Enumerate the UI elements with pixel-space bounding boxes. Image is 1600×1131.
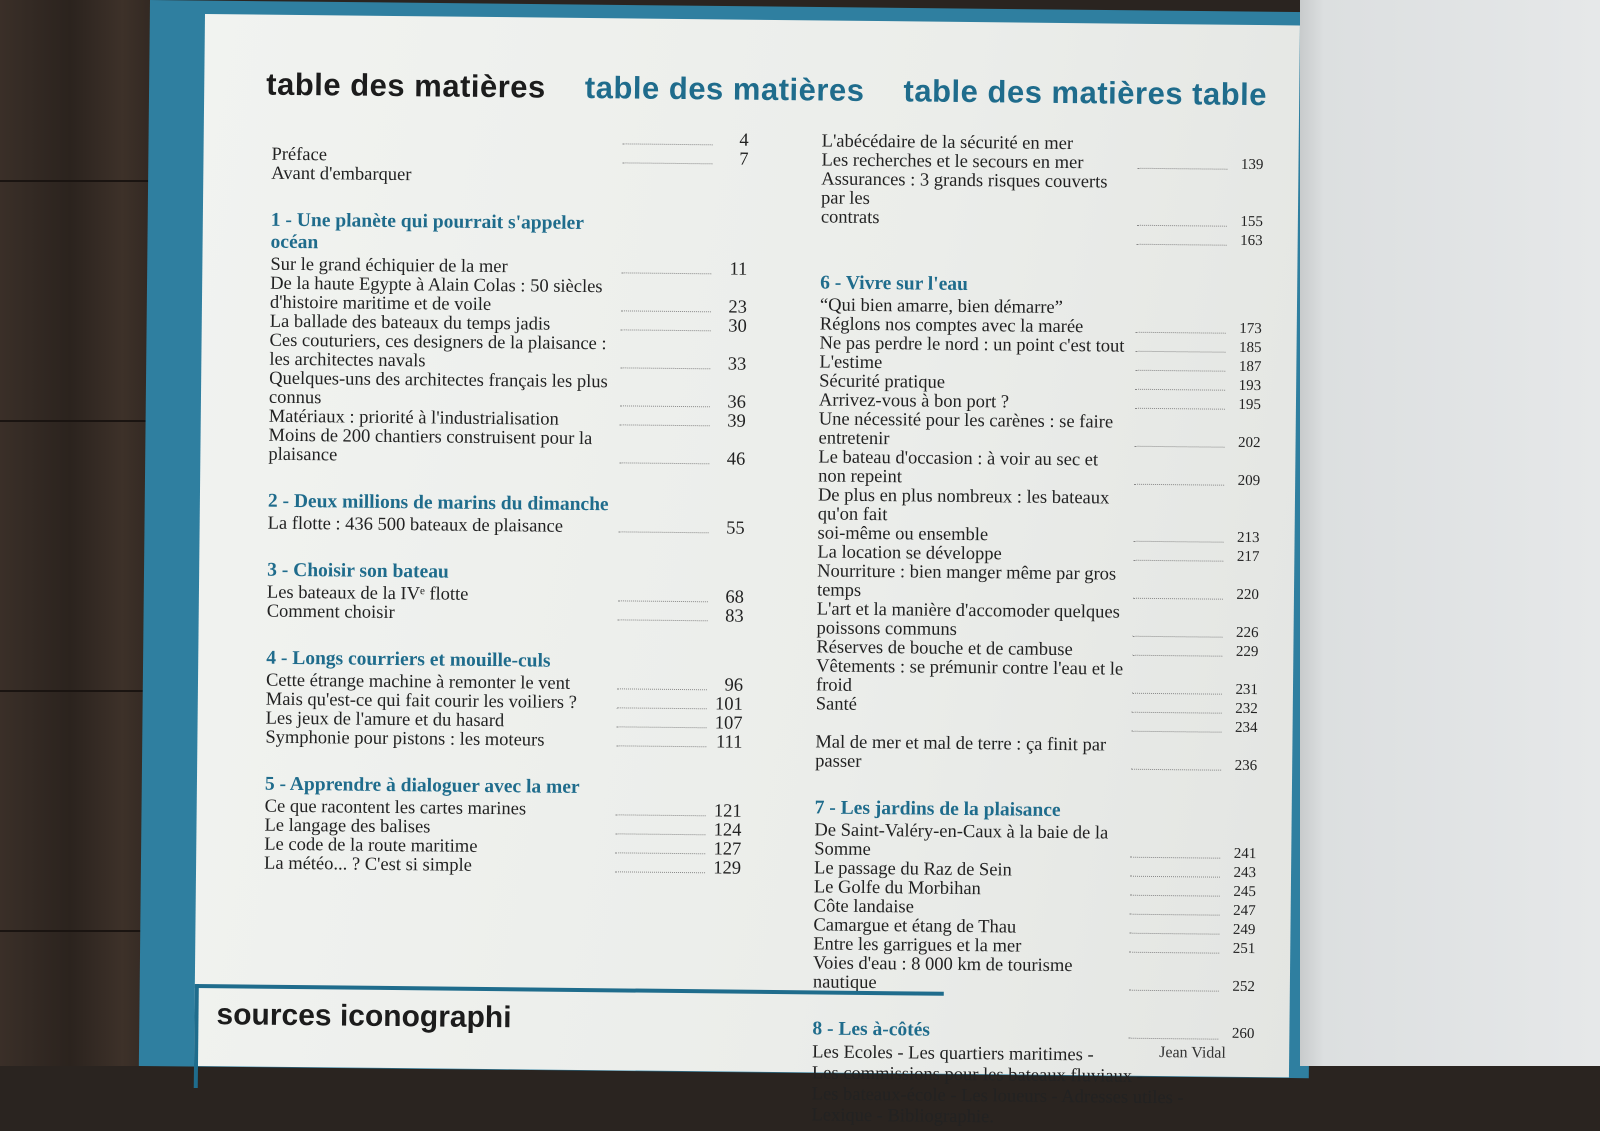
toc-page-number: 155 [1233, 213, 1263, 232]
toc-entry-title: L'art et la manière d'accomoder quelques poissons communs [788, 600, 1126, 642]
toc-page-number: 127 [711, 840, 741, 859]
toc-page-number: 96 [713, 676, 743, 695]
toc-entry [240, 426, 745, 469]
toc-page-number: 36 [716, 393, 746, 412]
toc-page-number: 241 [1226, 845, 1256, 864]
toc-entry-title: Mal de mer et mal de terre : ça finit par passer [787, 733, 1125, 775]
toc-entry-title: Réserves de bouche et de cambuse [788, 638, 1126, 661]
sources-label: sources iconographi [216, 998, 511, 1035]
book-page [194, 14, 1300, 1077]
toc-entry [236, 854, 741, 878]
toc-page-number: 101 [713, 695, 743, 714]
dot-leader [1133, 598, 1223, 600]
toc-entry-title: Nourriture : bien manger même par gros temps [789, 562, 1127, 604]
header-title-blue-2: table des matières table [903, 73, 1267, 112]
dot-leader [1135, 408, 1225, 410]
dot-leader [615, 871, 705, 873]
toc-page-number: 195 [1231, 396, 1261, 415]
toc-entry-title: Arrivez-vous à bon port ? [791, 391, 1129, 414]
toc-entry [242, 274, 747, 317]
toc-entry-title: Comment choisir [239, 602, 612, 625]
toc-page-number: 55 [715, 519, 745, 538]
toc-page-number: 23 [717, 298, 747, 317]
dot-leader [1136, 351, 1226, 353]
toc-entry-title: Les jeux de l'amure et du hasard [238, 709, 611, 732]
dot-leader [620, 367, 710, 369]
toc-entry-title: Les Ecoles - Les quartiers maritimes - Les commissions pour les bateaux fluviaux - Les bateaux-école - Les loueurs - Adresses utiles - Lexique - Bibliographie. [783, 1042, 1254, 1131]
dot-leader [621, 272, 711, 274]
toc-entry-title: “Qui bien amarre, bien démarre” [792, 296, 1130, 319]
toc-entry-title: Ne pas perdre le nord : un point c'est tout [791, 334, 1129, 357]
toc-entry-title: Le passage du Raz de Sein [786, 859, 1124, 882]
toc-entry-title: Les recherches et le secours en mer [793, 151, 1131, 174]
toc-entry-title: Mais qu'est-ce qui fait courir les voiliers ? [238, 690, 611, 713]
toc-entry [240, 514, 745, 538]
dot-leader [1137, 244, 1227, 246]
toc-entry-title: 3 - Choisir son bateau [239, 559, 612, 585]
dot-leader [616, 814, 706, 816]
toc-page-number: 83 [714, 607, 744, 626]
toc-entry-title: Quelques-uns des architectes français les plus connus [241, 369, 614, 411]
toc-page-number: 251 [1225, 940, 1255, 959]
toc-entry-title: Préface [243, 145, 616, 168]
toc-entry-title: Cette étrange machine à remonter le vent [238, 671, 611, 694]
toc-entry-title: Sur le grand échiquier de la mer [242, 255, 615, 278]
toc-page-number: 139 [1233, 156, 1263, 175]
toc-entry-title: 5 - Apprendre à dialoguer avec la mer [237, 773, 610, 799]
page-header [266, 67, 1297, 114]
toc-entry-title: De la haute Egypte à Alain Colas : 50 siècles d'histoire maritime et de voile [242, 274, 615, 316]
dot-leader [1137, 168, 1227, 170]
facing-page [1300, 0, 1600, 1066]
toc-page-number: 236 [1227, 757, 1257, 776]
toc-entry-title: Le bateau d'occasion : à voir au sec et non repeint [790, 448, 1128, 490]
toc-entry [793, 227, 1263, 251]
dot-leader [1128, 1038, 1218, 1040]
toc-entry-title: Le langage des balises [236, 816, 609, 839]
dot-leader [619, 462, 709, 464]
toc-entry-title: La flotte : 436 500 bateaux de plaisance [240, 514, 613, 537]
dot-leader [1132, 693, 1222, 695]
toc-page-number: 33 [716, 355, 746, 374]
toc-right-column [783, 132, 1263, 1131]
toc-entry [788, 657, 1258, 700]
toc-page-number: 68 [714, 588, 744, 607]
dot-leader [620, 424, 710, 426]
toc-entry-title: Les bateaux de la IVᵉ flotte [239, 583, 612, 606]
toc-entry-title: Santé [788, 695, 1126, 718]
toc-entry-title: Une nécessité pour les carènes : se faire entretenir [790, 410, 1128, 452]
toc-page-number: 229 [1228, 643, 1258, 662]
toc-page-number: 163 [1233, 232, 1263, 251]
toc-entry-title: Matériaux : priorité à l'industrialisation [241, 407, 614, 430]
toc-entry [790, 448, 1260, 491]
toc-entry-title: Réglons nos comptes avec la marée [792, 315, 1130, 338]
toc-entry [789, 486, 1260, 548]
dot-leader [1129, 952, 1219, 954]
toc-entry-title: 2 - Deux millions de marins du dimanche [240, 490, 613, 516]
toc-entry-title: La météo... ? C'est si simple [236, 854, 609, 877]
toc-entry-title: Ce que racontent les cartes marines [237, 797, 610, 820]
toc-entry [789, 562, 1259, 605]
dot-leader [1130, 914, 1220, 916]
toc-page-number: 260 [1224, 1023, 1254, 1045]
dot-leader [1135, 389, 1225, 391]
toc-entry [790, 410, 1260, 453]
dot-leader [618, 619, 708, 621]
dot-leader [1132, 731, 1222, 733]
toc-page-number: 193 [1231, 377, 1261, 396]
dot-leader [1130, 876, 1220, 878]
dot-leader [619, 531, 709, 533]
toc-page-number: 107 [712, 714, 742, 733]
toc-entry-title: Voies d'eau : 8 000 km de tourisme nautique [785, 954, 1123, 996]
dot-leader [620, 405, 710, 407]
dot-leader [1130, 857, 1220, 859]
toc-entry-title: La ballade des bateaux du temps jadis [242, 312, 615, 335]
dot-leader [1132, 712, 1222, 714]
toc-left-column [236, 126, 749, 878]
dot-leader [1134, 541, 1224, 543]
dot-leader [1137, 225, 1227, 227]
dot-leader [1135, 370, 1225, 372]
toc-chapter-heading [242, 209, 747, 258]
toc-page-number: 129 [711, 859, 741, 878]
dot-leader [621, 310, 711, 312]
toc-page-number: 173 [1232, 320, 1262, 339]
dot-leader [1133, 560, 1223, 562]
toc-entry-title: 8 - Les à-côtés [784, 1018, 1122, 1044]
dot-leader [617, 688, 707, 690]
toc-page-number: 4 [719, 131, 749, 150]
toc-entry [241, 331, 746, 374]
dot-leader [617, 707, 707, 709]
toc-page-number: 252 [1225, 978, 1255, 997]
toc-page-number: 209 [1230, 472, 1260, 491]
toc-page-number: 234 [1227, 719, 1257, 738]
toc-entry-title: 6 - Vivre sur l'eau [792, 272, 1130, 298]
toc-page-number: 187 [1231, 358, 1261, 377]
toc-page-number: 217 [1229, 548, 1259, 567]
toc-entry [237, 728, 742, 752]
toc-entry [239, 602, 744, 626]
toc-page-number: 249 [1225, 921, 1255, 940]
toc-page-number: 243 [1226, 864, 1256, 883]
header-title-blue-1: table des matières [585, 70, 865, 108]
toc-entry-title: Côte landaise [786, 897, 1124, 920]
toc-page-number: 202 [1230, 434, 1260, 453]
dot-leader [615, 852, 705, 854]
toc-page-number: 231 [1228, 681, 1258, 700]
toc-page-number: 226 [1228, 624, 1258, 643]
sources-box [194, 984, 944, 1096]
header-title-black: table des matières [266, 67, 546, 105]
toc-entry [788, 600, 1258, 643]
toc-entry [241, 369, 746, 412]
toc-entry-title: 4 - Longs courriers et mouille-culs [238, 647, 611, 673]
toc-entry [243, 164, 748, 188]
dot-leader [623, 143, 713, 145]
toc-entry-title: Le code de la route maritime [236, 835, 609, 858]
toc-entry-title: L'estime [791, 353, 1129, 376]
toc-entry-title: Camargue et étang de Thau [785, 916, 1123, 939]
toc-page-number: 7 [718, 150, 748, 169]
toc-entry-title: Vêtements : se prémunir contre l'eau et le froid [788, 657, 1126, 699]
toc-page-number: 185 [1231, 339, 1261, 358]
toc-entry [787, 733, 1257, 776]
toc-entry-title: Symphonie pour pistons : les moteurs [237, 728, 610, 751]
dot-leader [1130, 895, 1220, 897]
toc-page-number: 121 [712, 802, 742, 821]
dot-leader [1132, 655, 1222, 657]
toc-entry-title: Le Golfe du Morbihan [786, 878, 1124, 901]
toc-page-number: 39 [716, 412, 746, 431]
dot-leader [1135, 446, 1225, 448]
toc-page-number: 245 [1226, 883, 1256, 902]
toc-entry-title: Sécurité pratique [791, 372, 1129, 395]
toc-page-number: 232 [1228, 700, 1258, 719]
dot-leader [1129, 933, 1219, 935]
dot-leader [622, 162, 712, 164]
photo-credit: Jean Vidal [1159, 1044, 1226, 1063]
dot-leader [1133, 636, 1223, 638]
dot-leader [618, 600, 708, 602]
toc-entry-title [793, 246, 1131, 250]
toc-page-number: 111 [712, 733, 742, 752]
toc-entry [793, 170, 1264, 232]
toc-entry-title: Moins de 200 chantiers construisent pour la plaisance [240, 426, 613, 468]
toc-entry-title: La location se développe [789, 543, 1127, 566]
dot-leader [621, 329, 711, 331]
toc-entry-title: L'abécédaire de la sécurité en mer [794, 132, 1132, 155]
dot-leader [1129, 990, 1219, 992]
dot-leader [615, 833, 705, 835]
dot-leader [1131, 769, 1221, 771]
toc-entry-title: Avant d'embarquer [243, 164, 616, 187]
toc-page-number: 46 [715, 450, 745, 469]
dot-leader [617, 726, 707, 728]
toc-page-number: 213 [1229, 529, 1259, 548]
toc-entry-title: 7 - Les jardins de la plaisance [787, 797, 1125, 823]
toc-entry-title: De plus en plus nombreux : les bateaux qu'on fait soi-même ou ensemble [789, 486, 1128, 547]
dot-leader [1136, 332, 1226, 334]
toc-entry-title: 1 - Une planète qui pourrait s'appeler océan [242, 209, 615, 257]
toc-entry-title: Entre les garrigues et la mer [785, 935, 1123, 958]
toc-page-number: 247 [1226, 902, 1256, 921]
toc-entry [786, 821, 1256, 864]
dot-leader [616, 745, 706, 747]
toc-page-number: 124 [711, 821, 741, 840]
toc-entry-title: Ces couturiers, ces designers de la plaisance : les architectes navals [241, 331, 614, 373]
toc-page-number: 30 [717, 317, 747, 336]
toc-page-number: 220 [1229, 586, 1259, 605]
toc-entry-title: Assurances : 3 grands risques couverts par les contrats [793, 170, 1132, 231]
toc-entry-title: De Saint-Valéry-en-Caux à la baie de la Somme [786, 821, 1124, 863]
dot-leader [1134, 484, 1224, 486]
toc-page-number: 11 [717, 260, 747, 279]
